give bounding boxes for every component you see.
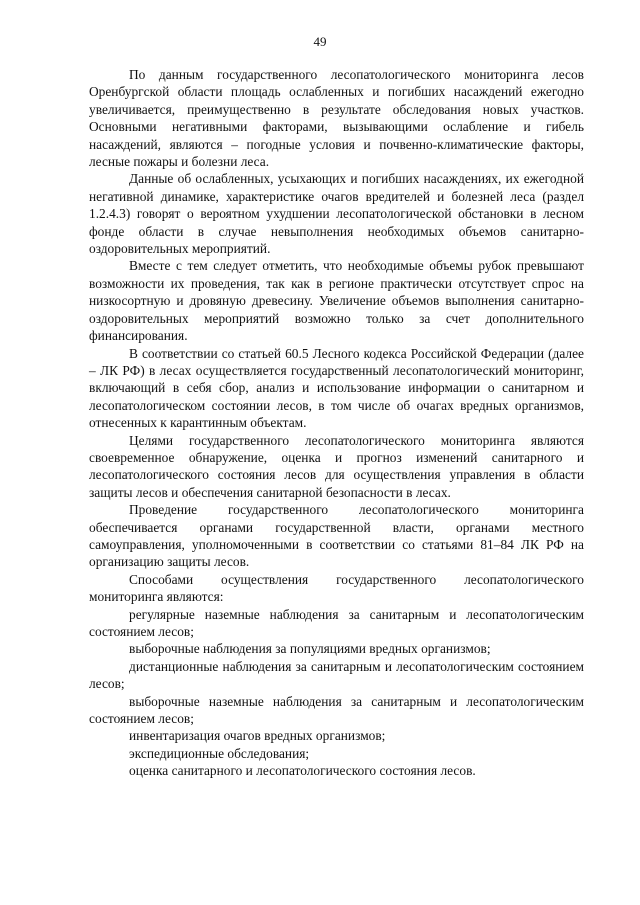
page-number: 49 [313, 34, 327, 49]
list-item: выборочные наблюдения за популяциями вредных организмов; [129, 641, 491, 657]
list-item: регулярные наземные наблюдения за санитарным и лесопатологическим состоянием лесов; [89, 606, 584, 639]
paragraph-felling-volumes: Вместе с тем следует отметить, что необходимые объемы рубок превышают возможности их проведения, так как в регионе практически отсутствует спрос на низкосортную и дровяную древесину. Увеличение объемов выполнения санитарно-оздоровительных мероприятий возможно только за счет дополнительного финансирования. [89, 258, 584, 344]
list-item: оценка санитарного и лесопатологического состояния лесов. [129, 763, 476, 779]
paragraph-weakened-stands: Данные об ослабленных, усыхающих и погибших насаждениях, их ежегодной негативной динамике, характеристике очагов вредителей и болезней леса (раздел 1.2.4.3) говорят о вероятном ухудшении лесопатологической обстановки в лесном фонде области в случае невыполнения необходимых объемов санитарно-оздоровительных мероприятий. [89, 171, 584, 257]
paragraph-monitoring-authorities: Проведение государственного лесопатологического мониторинга обеспечивается органами государственной власти, органами местного самоуправления, уполномоченными в соответствии со статьями 81–84 ЛК РФ на организацию защиты лесов. [89, 502, 584, 570]
document-body [89, 66, 584, 780]
paragraph-monitoring-goals: Целями государственного лесопатологического мониторинга являются своевременное обнаружение, оценка и прогноз изменений санитарного и лесопатологического состояния лесов для осуществления управления в области защиты лесов и обеспечения санитарной безопасности в лесах. [89, 432, 584, 500]
paragraph-monitoring-methods: Способами осуществления государственного лесопатологического мониторинга являются: [89, 571, 584, 605]
list-item: выборочные наземные наблюдения за санитарным и лесопатологическим состоянием лесов; [89, 693, 584, 727]
paragraph-monitoring-data: По данным государственного лесопатологического мониторинга лесов Оренбургской области площадь ослабленных и погибших насаждений ежегодно увеличивается, преимущественно в результате обследования новых участков. Основными негативными факторами, вызывающими ослабление и гибель насаждений, являются – погодные условия и почвенно-климатические факторы, лесные пожары и болезни леса. [89, 67, 584, 170]
list-item: экспедиционные обследования; [129, 745, 310, 761]
list-item: дистанционные наблюдения за санитарным и лесопатологическим состоянием лесов; [89, 658, 584, 692]
paragraph-forest-code: В соответствии со статьей 60.5 Лесного кодекса Российской Федерации (далее – ЛК РФ) в лесах осуществляется государственный лесопатологический мониторинг, включающий в себя сбор, анализ и использование информации о санитарном и лесопатологическом состоянии лесов, в том числе об очагах вредных организмов, отнесенных к карантинным объектам. [89, 345, 584, 431]
list-item: инвентаризация очагов вредных организмов; [129, 728, 386, 744]
